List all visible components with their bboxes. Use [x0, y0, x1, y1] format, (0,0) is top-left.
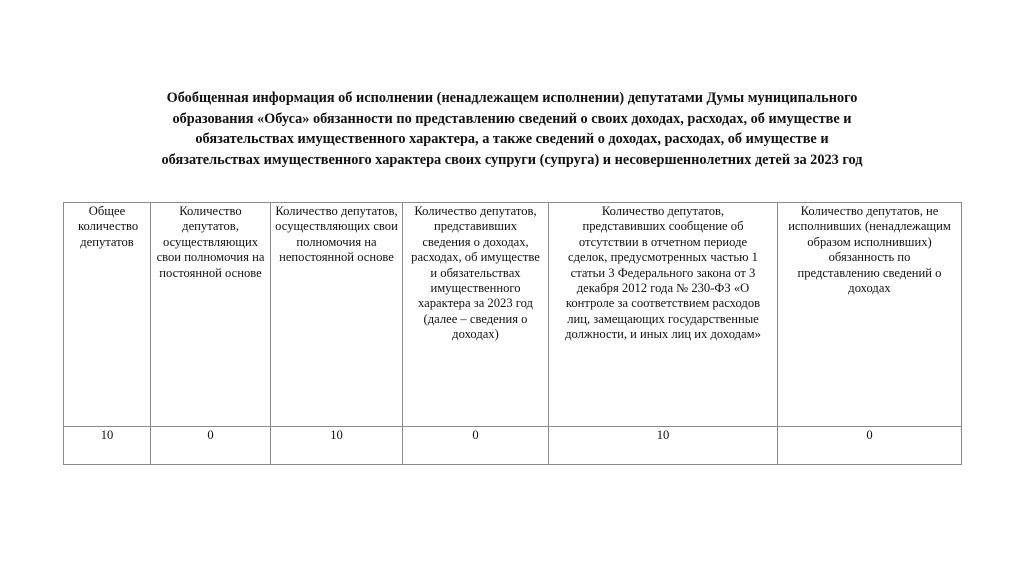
header-permanent-basis: Количество депутатов, осуществляющих свои полномочия на постоянной основе — [151, 203, 271, 427]
title-line: образования «Обуса» обязанности по представлению сведений о своих доходах, расходах, об имуществе и — [172, 110, 852, 127]
header-no-transactions-report: Количество депутатов, представивших сообщение об отсутствии в отчетном периоде сделок, предусмотренных частью 1 статьи 3 Федерального закона от 3 декабря 2012 года № 230-ФЗ «О контроле за соответствием расходов лиц, замещающих государственные должности, и иных лиц их доходам» — [549, 203, 778, 427]
header-submitted-income-info: Количество депутатов, представивших сведения о доходах, расходах, об имуществе и обязательствах имущественного характера за 2023 год (далее – сведения о доходах) — [403, 203, 549, 427]
cell-not-fulfilled-obligation: 0 — [778, 427, 962, 465]
cell-no-transactions-report: 10 — [549, 427, 778, 465]
cell-non-permanent-basis: 10 — [271, 427, 403, 465]
table-header-row — [64, 203, 962, 427]
header-not-fulfilled-obligation: Количество депутатов, не исполнивших (ненадлежащим образом исполнивших) обязанность по представлению сведений о доходах — [778, 203, 962, 427]
document-title — [60, 88, 964, 170]
title-line: Обобщенная информация об исполнении (ненадлежащем исполнении) депутатами Думы муниципального — [166, 90, 858, 106]
cell-permanent-basis: 0 — [151, 427, 271, 465]
cell-total-deputies: 10 — [64, 427, 151, 465]
deputies-report-table — [63, 202, 962, 465]
title-line: обязательствах имущественного характера, а также сведений о доходах, расходах, об имуществе и — [195, 131, 829, 147]
table-row — [64, 427, 962, 465]
cell-submitted-income-info: 0 — [403, 427, 549, 465]
header-total-deputies: Общее количество депутатов — [64, 203, 151, 427]
header-non-permanent-basis: Количество депутатов, осуществляющих свои полномочия на непостоянной основе — [271, 203, 403, 427]
title-line: обязательствах имущественного характера своих супруги (супруга) и несовершеннолетних детей за 2023 год — [161, 151, 863, 168]
